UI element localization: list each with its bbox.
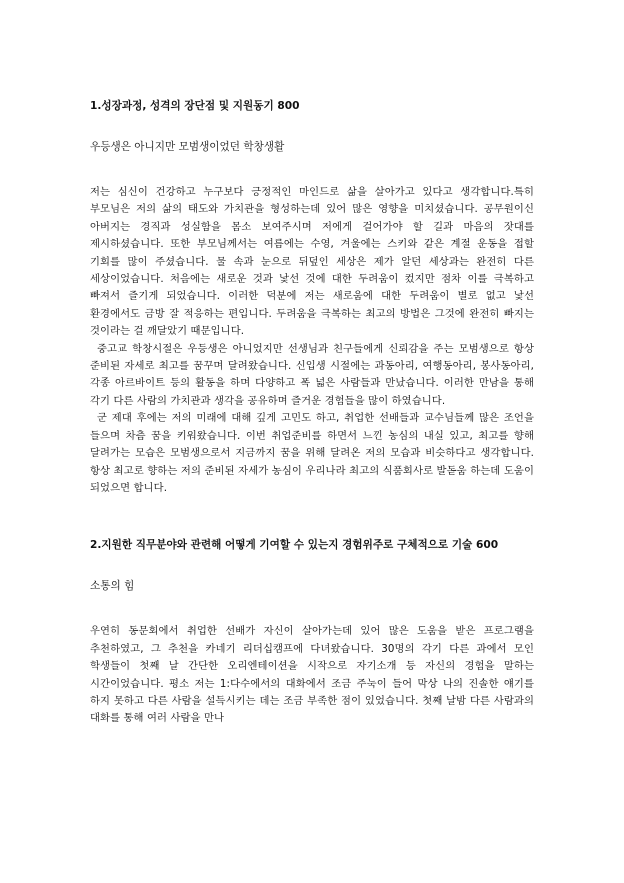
- section-1-paragraph: 군 제대 후에는 저의 미래에 대해 깊게 고민도 하고, 취업한 선배들과 교수님들께 많은 조언을 들으며 차츰 꿈을 키워왔습니다. 이번 취업준비를 하면서 느낀 농심의 내실 있고, 최고를 향해 달려가는 모습은 모범생으로서 지금까지 꿈을 위해 달려온 저의 모습과 비슷하다고 생각합니다. 항상 최고로 향하는 저의 준비된 자세가 농심이 우리나라 최고의 식품회사로 발돋움 하는데 도움이 되었으면 합니다.: [90, 412, 534, 494]
- section-2-paragraph: 우연히 동문회에서 취업한 선배가 자신이 살아가는데 있어 많은 도움을 받은 프로그램을 추천하였고, 그 추천을 카네기 리더십캠프에 다녀왔습니다. 30명의 각기 다른 과에서 모인 학생들이 첫째 날 간단한 오리엔테이션을 시작으로 자기소개 등 자신의 경험을 말하는 시간이었습니다. 평소 저는 1:다수에서의 대화에서 조금 주눅이 들어 막상 나의 진솔한 얘기를 하지 못하고 다른 사람을 설득시키는 데는 조금 부족한 점이 있었습니다. 첫째 날밤 다른 사람과의 대화를 통해 여러 사람을 만나: [90, 625, 534, 725]
- section-1-paragraph: 저는 심신이 건강하고 누구보다 긍정적인 마인드로 삶을 살아가고 있다고 생각합니다.특히 부모님은 저의 삶의 태도와 가치관을 형성하는데 있어 많은 영향을 미치셨습니다. 공무원이신 아버지는 경직과 성실함을 몸소 보여주시며 저에게 걸어가야 할 길과 마음의 잣대를 제시하셨습니다. 또한 부모님께서는 여름에는 수영, 겨울에는 스키와 같은 계절 운동을 접할 기회를 많이 주셨습니다. 물 속과 눈으로 뒤덮인 세상은 제가 알던 세상과는 완전히 다른 세상이었습니다. 처음에는 새로운 것과 낯선 것에 대한 두려움이 컸지만 점차 이를 극복하고 빠져서 즐기게 되었습니다. 이러한 덕분에 저는 새로움에 대한 두려움이 별로 없고 낯선 환경에서도 금방 잘 적응하는 편입니다. 두려움을 극복하는 최고의 방법은 그것에 완전히 빠지는 것이라는 걸 깨달았기 때문입니다.: [90, 186, 534, 338]
- section-1: [90, 98, 534, 497]
- section-2-subtitle: 소통의 힘: [90, 580, 135, 593]
- section-2: [90, 537, 534, 727]
- section-1-title: 1.성장과정, 성격의 장단점 및 지원동기 800: [90, 100, 300, 112]
- section-2-title: 2.지원한 직무분야와 관련해 어떻게 기여할 수 있는지 경험위주로 구체적으로 기술 600: [90, 539, 499, 552]
- section-1-paragraph: 중고교 학창시절은 우등생은 아니었지만 선생님과 친구들에게 신뢰감을 주는 모범생으로 항상 준비된 자세로 최고를 꿈꾸며 달려왔습니다. 신입생 시절에는 과동아리, 여행동아리, 봉사동아리, 각종 아르바이트 등의 활동을 하며 다양하고 폭 넓은 사람들과 만났습니다. 이러한 만남을 통해 각기 다른 사람의 가치관과 생각을 공유하며 즐거운 경험들을 많이 하였습니다.: [90, 342, 534, 407]
- section-1-subtitle: 우등생은 아니지만 모범생이었던 학창생활: [90, 141, 285, 153]
- document-body: [90, 98, 534, 728]
